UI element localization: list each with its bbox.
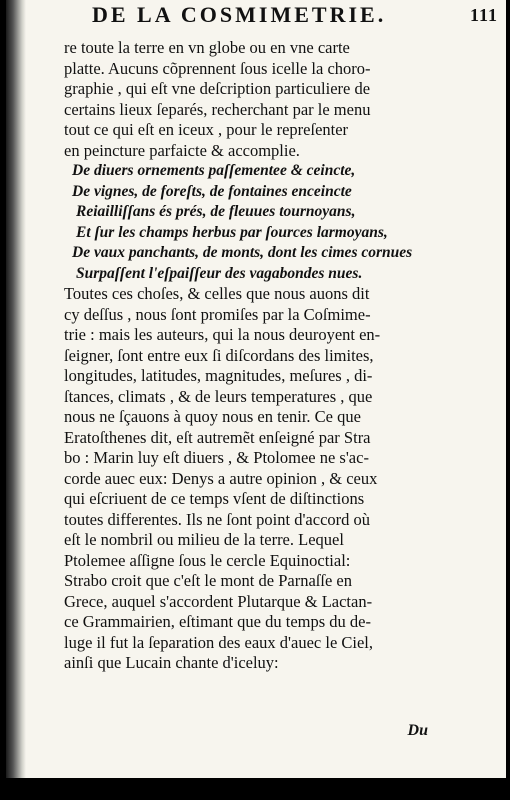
text-line: qui eſcriuent de ce temps vſent de diſtinctions: [64, 489, 365, 508]
text-line: ce Grammairien, eſtimant que du temps du de-: [64, 612, 371, 631]
text-line: eſt le nombril ou milieu de la terre. Lequel: [64, 530, 344, 549]
text-line: tout ce qui eſt en iceux , pour le repreſenter: [64, 120, 349, 139]
verse-line: De diuers ornements paſſementee & ceincte,: [72, 162, 356, 179]
verse-line: De vaux panchants, de monts, dont les cimes cornues: [72, 244, 413, 261]
book-page: [6, 0, 506, 778]
text-line: cy deſſus , nous ſont promiſes par la Coſmime-: [64, 304, 371, 324]
text-line: toutes differentes. Ils ne ſont point d'accord où: [64, 509, 371, 529]
text-line: luge il fut la ſeparation des eaux d'auec le Ciel,: [64, 632, 374, 652]
verse-block: [64, 161, 492, 284]
text-line: en peincture parfaicte & accomplie.: [64, 140, 300, 160]
text-line: Strabo croit que c'eſt le mont de Parnaſſe en: [64, 571, 352, 590]
running-header: [92, 0, 498, 38]
text-line: ſeigner, ſont entre eux ſi diſcordans des limites,: [64, 345, 374, 365]
gutter-shadow: [6, 0, 26, 778]
paragraph-2: [64, 284, 492, 674]
text-line: nous ne ſçauons à quoy nous en tenir. Ce que: [64, 407, 361, 426]
text-line: ſtances, climats , & de leurs temperatures , que: [64, 386, 373, 406]
text-line: ainſi que Lucain chante d'iceluy:: [64, 653, 279, 672]
text-line: certains lieux ſeparés, recherchant par le menu: [64, 99, 371, 119]
text-line: Ptolemee aſſigne ſous le cercle Equinoctial:: [64, 550, 351, 570]
page-body: [64, 38, 492, 674]
text-line: platte. Aucuns cõprennent ſous icelle la choro-: [64, 58, 371, 78]
text-line: corde auec eux: Denys a autre opinion , & ceux: [64, 468, 378, 488]
page-number: 111: [469, 5, 498, 25]
text-line: Eratoſthenes dit, eſt autremẽt enſeigné par Stra: [64, 427, 371, 447]
text-line: bo : Marin luy eſt diuers , & Ptolomee ne s'ac-: [64, 448, 369, 467]
text-line: Toutes ces choſes, & celles que nous auons dit: [64, 284, 370, 303]
verse-line: De vignes, de foreſts, de fontaines enceincte: [72, 182, 352, 200]
verse-line: Et ſur les champs herbus par ſources larmoyans,: [76, 223, 388, 241]
text-line: Grece, auquel s'accordent Plutarque & Lactan-: [64, 591, 373, 611]
verse-line: Reiailliſſans és prés, de fleuues tournoyans,: [76, 203, 356, 220]
text-line: longitudes, latitudes, magnitudes, meſures , di-: [64, 366, 373, 385]
paragraph-1: [64, 38, 492, 161]
text-line: graphie , qui eſt vne deſcription particuliere de: [64, 79, 371, 98]
running-title: DE LA COSMIMETRIE.: [92, 2, 387, 27]
text-line: re toute la terre en vn globe ou en vne carte: [64, 38, 350, 57]
catchword: Du: [407, 722, 428, 739]
text-line: trie : mais les auteurs, qui la nous deuroyent en-: [64, 325, 381, 344]
verse-line: Surpaſſent l'eſpaiſſeur des vagabondes nues.: [76, 264, 363, 282]
